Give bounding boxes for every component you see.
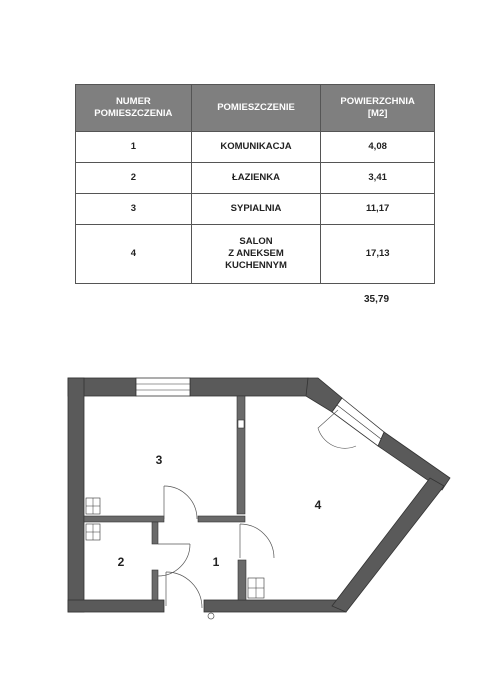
header-room-area: POWIERZCHNIA [M2] <box>321 85 435 132</box>
room-name: ŁAZIENKA <box>191 163 321 194</box>
wall-bedroom-bottom-left <box>84 516 164 522</box>
wall-top-right <box>190 378 308 396</box>
room-number: 1 <box>76 132 192 163</box>
wall-bottom-right <box>204 600 346 612</box>
wall-bathroom-right-top <box>152 522 158 544</box>
interior-walls <box>84 396 246 600</box>
wall-left <box>68 378 84 612</box>
entrance-door-arc <box>166 572 202 608</box>
wall-slanted-right <box>332 478 444 612</box>
room-name: SALON Z ANEKSEM KUCHENNYM <box>191 225 321 284</box>
door-swings <box>158 486 274 619</box>
room-area: 3,41 <box>321 163 435 194</box>
wall-bedroom-living <box>237 396 245 514</box>
living-door-arc <box>240 524 274 558</box>
window-top <box>136 378 190 396</box>
header-room-number: NUMER POMIESZCZENIA <box>76 85 192 132</box>
room-area: 17,13 <box>321 225 435 284</box>
entrance-marker <box>208 613 214 619</box>
wall-bedroom-bottom-right <box>198 516 245 522</box>
room-label-1: 1 <box>212 555 220 569</box>
room-number: 4 <box>76 225 192 284</box>
room-name: SYPIALNIA <box>191 194 321 225</box>
room-number: 2 <box>76 163 192 194</box>
total-area: 35,79 <box>364 294 390 305</box>
room-area: 11,17 <box>321 194 435 225</box>
wall-bathroom-right-bottom <box>152 570 158 600</box>
wall-corridor-right <box>238 560 246 600</box>
wall-diagonal-upper <box>378 432 450 490</box>
exterior-walls <box>68 378 450 612</box>
header-room-name: POMIESZCZENIE <box>191 85 321 132</box>
bathroom-door-arc <box>158 544 190 576</box>
room-name: KOMUNIKACJA <box>191 132 321 163</box>
wall-bottom-left <box>68 600 164 612</box>
room-label-2: 2 <box>117 555 125 569</box>
room-area: 4,08 <box>321 132 435 163</box>
bedroom-door-arc <box>164 486 197 519</box>
duct-small <box>238 420 244 428</box>
room-label-3: 3 <box>155 453 163 467</box>
room-number: 3 <box>76 194 192 225</box>
room-label-4: 4 <box>314 498 322 512</box>
